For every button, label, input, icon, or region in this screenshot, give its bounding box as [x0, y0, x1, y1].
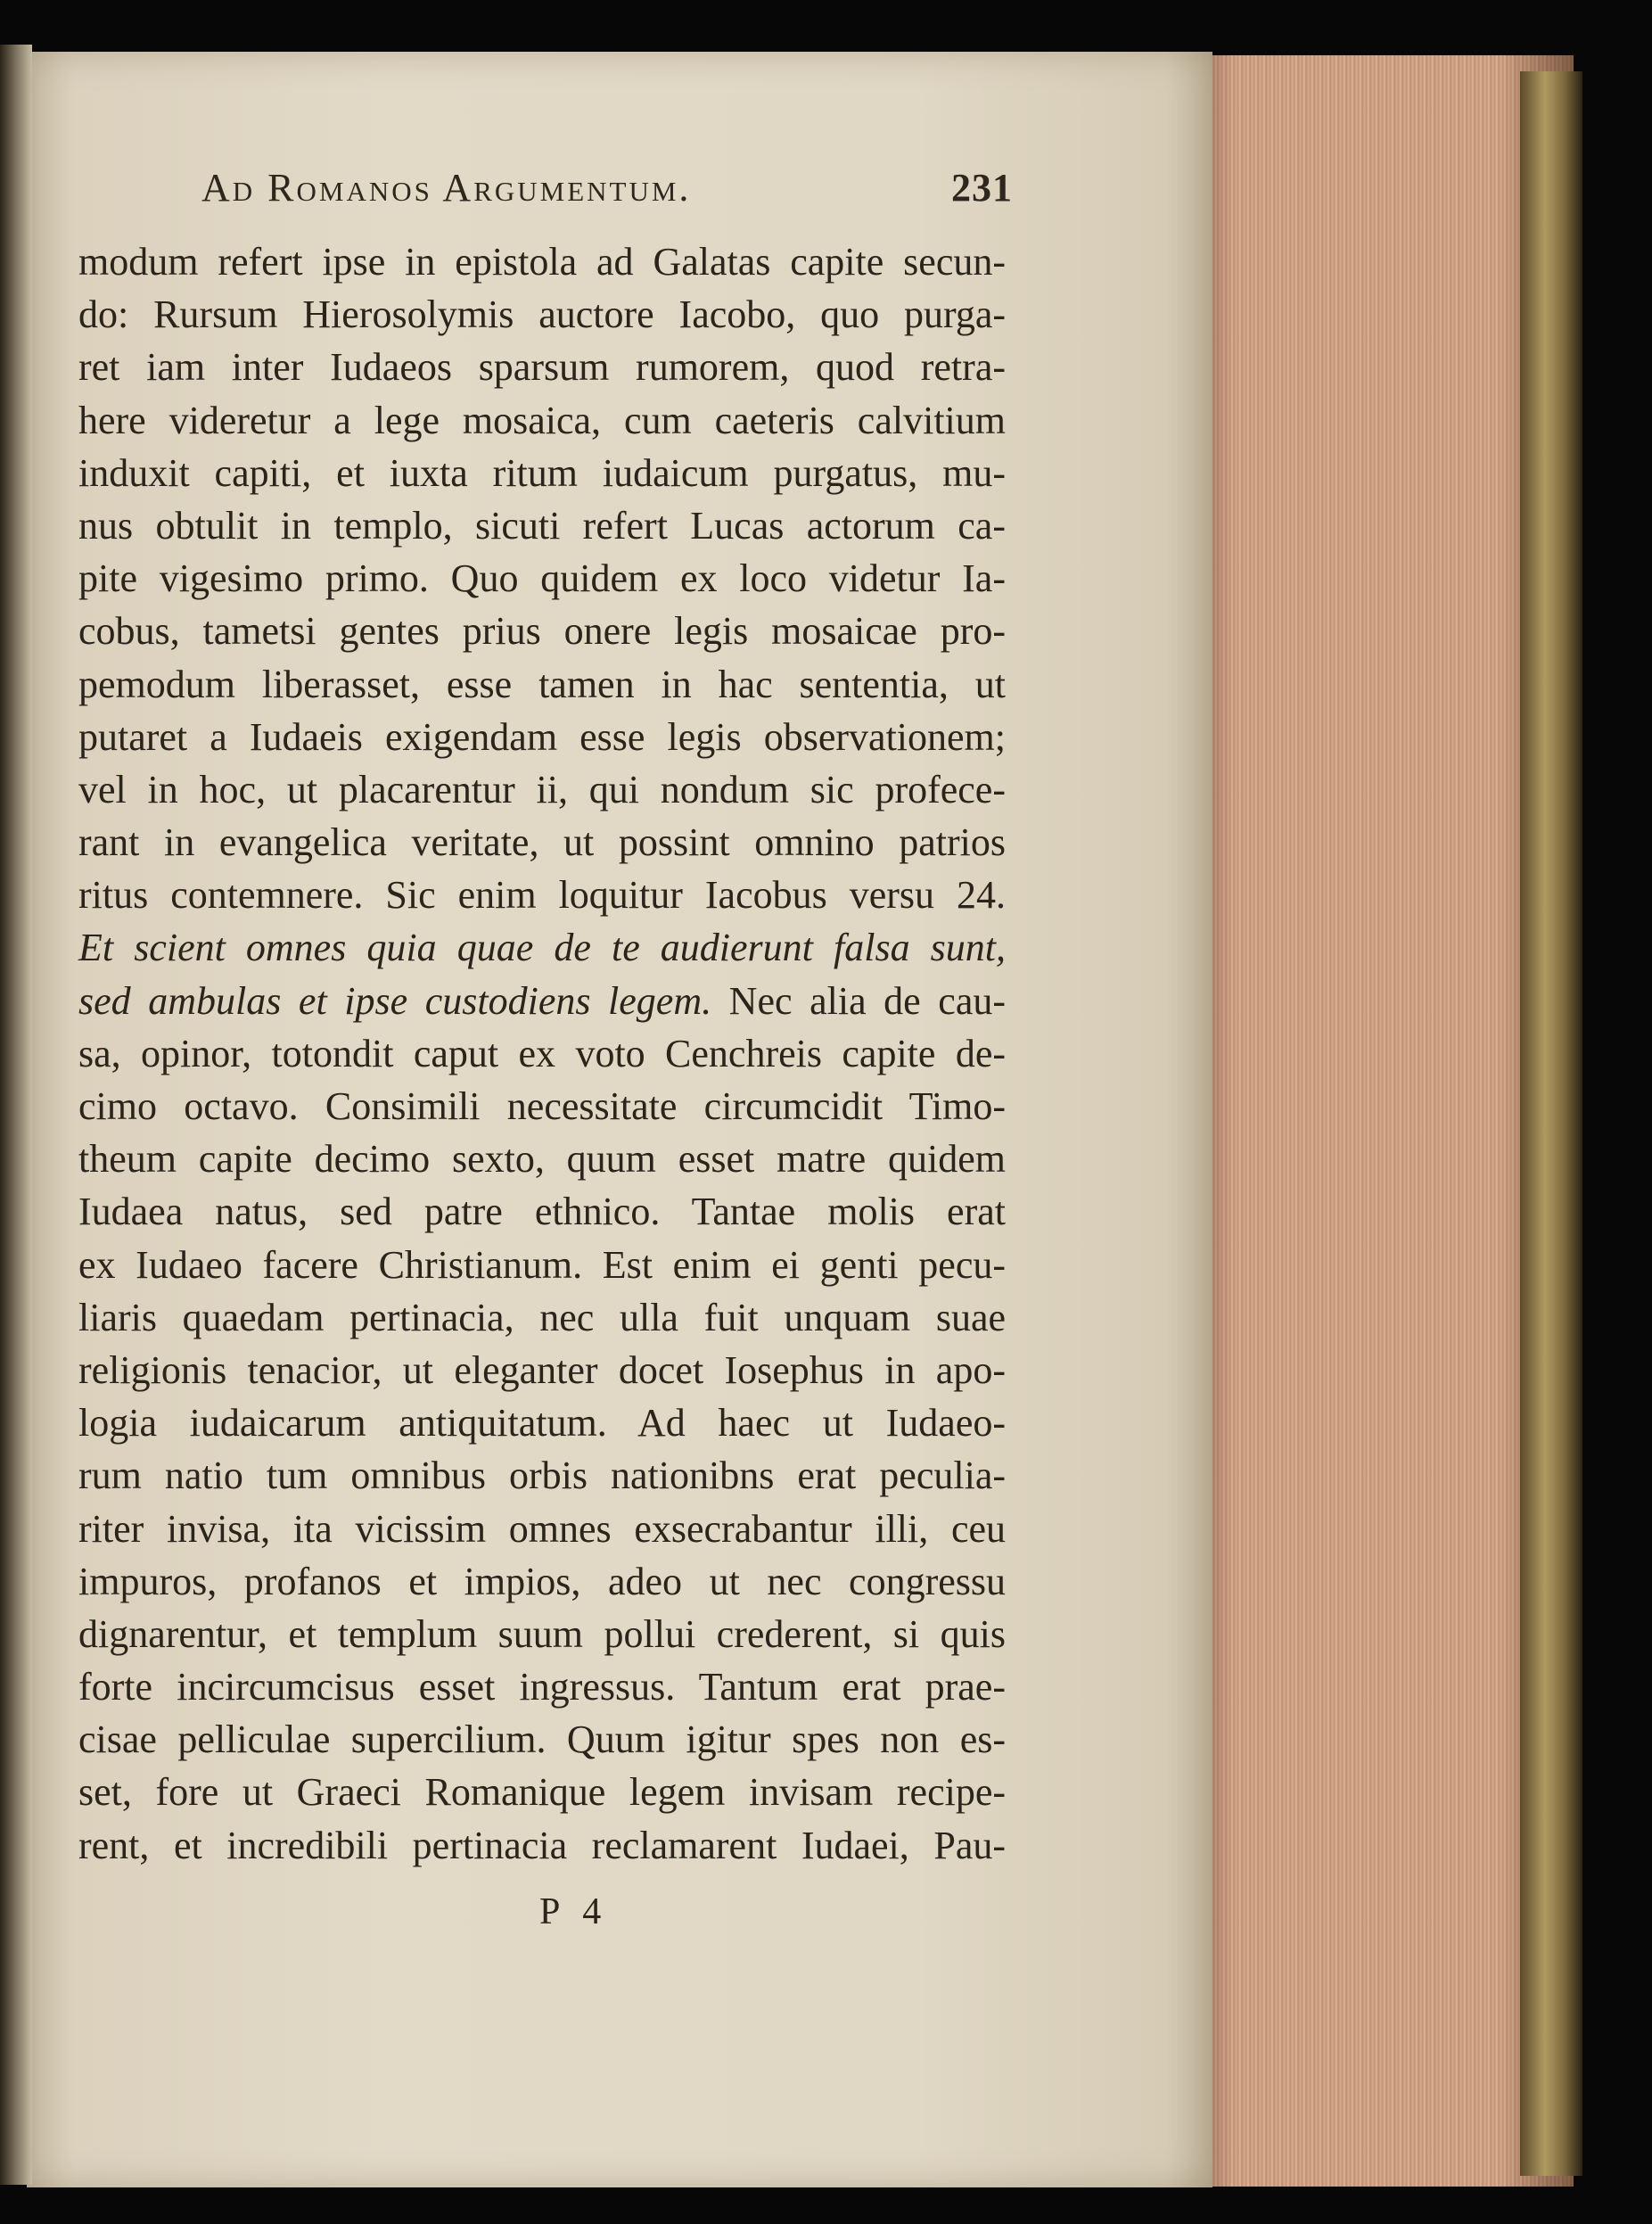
text-line	[78, 552, 1006, 605]
line-text: set, fore ut Graeci Romanique legem invisam recipe-	[78, 1770, 1006, 1815]
line-text: cisae pelliculae supercilium. Quum igitur spes non es-	[78, 1717, 1006, 1762]
line-text: ritus contemnere. Sic enim loquitur Iacobus versu 24.	[78, 873, 1006, 918]
text-line	[78, 1660, 1006, 1713]
line-text: pemodum liberasset, esse tamen in hac sententia, ut	[78, 662, 1006, 706]
line-text: liaris quaedam pertinacia, nec ulla fuit unquam suae	[78, 1295, 1006, 1339]
line-text: dignarentur, et templum suum pollui crederent, si quis	[78, 1611, 1006, 1656]
text-line	[78, 1396, 1006, 1449]
line-text: ret iam inter Iudaeos sparsum rumorem, quod retra-	[78, 345, 1006, 390]
italic-quote: Et scient omnes quia quae de te audierunt falsa sunt,	[78, 926, 1006, 970]
line-text: induxit capiti, et iuxta ritum iudaicum purgatus, mu-	[78, 450, 1006, 495]
text-line	[78, 816, 1006, 869]
text-line	[78, 1713, 1006, 1766]
running-header	[201, 161, 1013, 214]
page-number: 231	[951, 165, 1013, 210]
body-text	[78, 235, 1006, 1872]
line-text: nus obtulit in templo, sicuti refert Lucas actorum ca-	[78, 503, 1006, 548]
line-text: theum capite decimo sexto, quum esset matre quidem	[78, 1137, 1006, 1182]
line-text: riter invisa, ita vicissim omnes exsecrabantur illi, ceu	[78, 1506, 1006, 1551]
text-line	[78, 1555, 1006, 1608]
line-text: pite vigesimo primo. Quo quidem ex loco videtur Ia-	[78, 556, 1006, 601]
line-text: logia iudaicarum antiquitatum. Ad haec ut Iudaeo-	[78, 1401, 1006, 1446]
text-line	[78, 1819, 1006, 1872]
line-text: vel in hoc, ut placarentur ii, qui nondum sic profece-	[78, 767, 1006, 811]
text-line	[78, 1239, 1006, 1291]
line-text: religionis tenacior, ut eleganter docet Iosephus in apo-	[78, 1347, 1006, 1392]
signature-mark: P 4	[539, 1891, 609, 1932]
line-text: rent, et incredibili pertinacia reclamarent Iudaei, Pau-	[78, 1823, 1006, 1867]
line-text: ex Iudaeo facere Christianum. Est enim ei genti pecu-	[78, 1242, 1006, 1287]
text-line	[78, 1185, 1006, 1238]
line-text: Iudaea natus, sed patre ethnico. Tantae molis erat	[78, 1190, 1006, 1234]
text-line	[78, 341, 1006, 393]
text-line	[78, 1080, 1006, 1133]
text-line	[78, 921, 1006, 974]
text-line	[78, 447, 1006, 499]
italic-quote: sed ambulas et ipse custodiens legem.	[78, 978, 712, 1023]
line-text: Nec alia de cau-	[711, 978, 1006, 1023]
page-edges-shadow	[1204, 55, 1574, 2187]
text-line	[78, 975, 1006, 1027]
text-line	[78, 869, 1006, 921]
text-line	[78, 1766, 1006, 1818]
book-cover-edge	[1520, 71, 1582, 2176]
line-text: rum natio tum omnibus orbis nationibns erat peculia-	[78, 1454, 1006, 1498]
text-line	[78, 499, 1006, 552]
line-text: rant in evangelica veritate, ut possint omnino patrios	[78, 820, 1006, 865]
line-text: sa, opinor, totondit caput ex voto Cenchreis capite de-	[78, 1031, 1006, 1075]
binding-gutter	[0, 45, 32, 2185]
line-text: cobus, tametsi gentes prius onere legis mosaicae pro-	[78, 609, 1006, 654]
line-text: cimo octavo. Consimili necessitate circumcidit Timo-	[78, 1084, 1006, 1128]
text-line	[78, 763, 1006, 816]
line-text: impuros, profanos et impios, adeo ut nec congressu	[78, 1559, 1006, 1603]
text-line	[78, 235, 1006, 288]
text-line	[78, 658, 1006, 711]
text-line	[78, 394, 1006, 447]
text-line	[78, 1449, 1006, 1502]
line-text: do: Rursum Hierosolymis auctore Iacobo, quo purga-	[78, 292, 1006, 337]
running-title: Ad Romanos Argumentum.	[201, 165, 692, 210]
line-text: putaret a Iudaeis exigendam esse legis observationem;	[78, 714, 1006, 759]
text-line	[78, 711, 1006, 763]
text-line	[78, 1291, 1006, 1344]
text-line	[78, 288, 1006, 341]
text-line	[78, 1608, 1006, 1660]
text-line	[78, 1503, 1006, 1555]
line-text: modum refert ipse in epistola ad Galatas capite secun-	[78, 240, 1006, 284]
text-line	[78, 1133, 1006, 1185]
text-line	[78, 1344, 1006, 1396]
text-line	[78, 1027, 1006, 1080]
line-text: here videretur a lege mosaica, cum caeteris calvitium	[78, 398, 1006, 442]
line-text: forte incircumcisus esset ingressus. Tantum erat prae-	[78, 1665, 1006, 1709]
text-line	[78, 605, 1006, 657]
